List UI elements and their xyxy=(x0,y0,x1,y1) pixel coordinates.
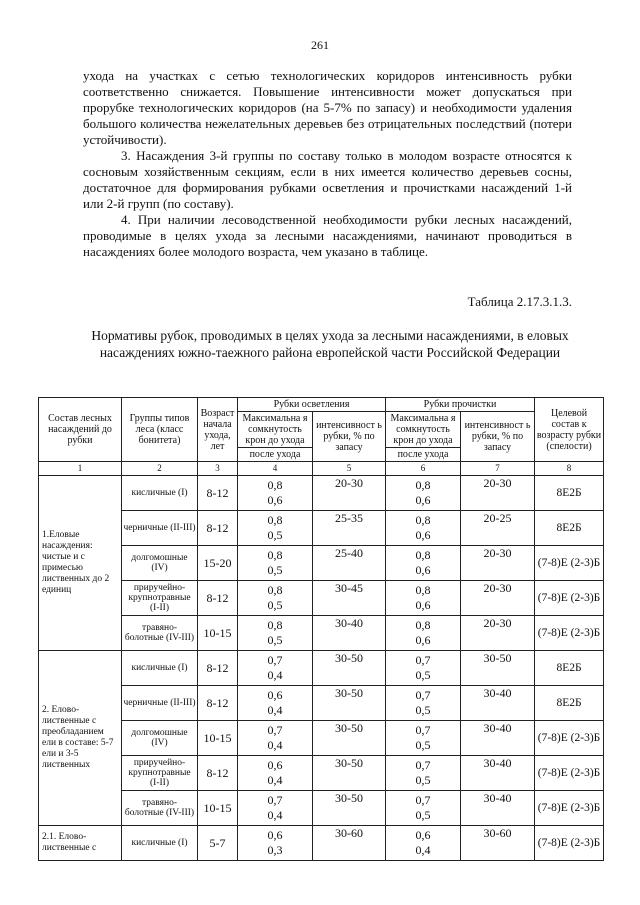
column-number: 7 xyxy=(461,462,535,476)
pro-intensity: 30-40 xyxy=(461,756,535,791)
header-osv-after-care: после ухода xyxy=(238,448,313,462)
osv-after-density: 0,4 xyxy=(267,703,283,717)
forest-type: приручейно-крупнотравные (I-II) xyxy=(122,581,198,616)
pro-after-density: 0,6 xyxy=(415,493,431,507)
pro-after-density: 0,5 xyxy=(415,668,431,682)
osv-after-density: 0,3 xyxy=(267,843,283,857)
osv-intensity: 30-50 xyxy=(313,651,386,686)
start-age: 10-15 xyxy=(198,791,238,826)
osv-max-density: 0,8 xyxy=(267,478,283,492)
pro-density xyxy=(386,756,461,791)
pro-after-density: 0,6 xyxy=(415,563,431,577)
column-number: 4 xyxy=(238,462,313,476)
pro-after-density: 0,5 xyxy=(415,738,431,752)
osv-after-density: 0,5 xyxy=(267,598,283,612)
pro-density xyxy=(386,476,461,511)
osv-max-density: 0,8 xyxy=(267,513,283,527)
osv-density xyxy=(238,686,313,721)
osv-max-density: 0,6 xyxy=(267,828,283,842)
osv-density xyxy=(238,721,313,756)
forest-type: долгомошные (IV) xyxy=(122,546,198,581)
pro-max-density: 0,7 xyxy=(415,758,431,772)
pro-density xyxy=(386,686,461,721)
pro-density xyxy=(386,511,461,546)
osv-max-density: 0,6 xyxy=(267,688,283,702)
target-composition: (7-8)Е (2-3)Б xyxy=(535,826,604,861)
target-composition: 8Е2Б xyxy=(535,651,604,686)
pro-max-density: 0,7 xyxy=(415,653,431,667)
table-row xyxy=(39,651,604,686)
osv-max-density: 0,7 xyxy=(267,653,283,667)
group-label: 2. Елово-лиственные с преобладанием ели в составе: 5-7 ели и 3-5 лиственных xyxy=(39,651,122,826)
pro-max-density: 0,7 xyxy=(415,793,431,807)
target-composition: (7-8)Е (2-3)Б xyxy=(535,791,604,826)
osv-intensity: 30-50 xyxy=(313,686,386,721)
pro-max-density: 0,8 xyxy=(415,478,431,492)
column-number: 8 xyxy=(535,462,604,476)
table-label: Таблица 2.17.3.1.3. xyxy=(467,294,572,309)
pro-density xyxy=(386,546,461,581)
osv-density xyxy=(238,791,313,826)
pro-intensity: 30-50 xyxy=(461,651,535,686)
pro-density xyxy=(386,616,461,651)
osv-intensity: 30-50 xyxy=(313,756,386,791)
forest-type: черничные (II-III) xyxy=(122,511,198,546)
pro-density xyxy=(386,651,461,686)
header-composition: Состав лесных насаждений до рубки xyxy=(39,398,122,462)
osv-max-density: 0,7 xyxy=(267,723,283,737)
start-age: 10-15 xyxy=(198,616,238,651)
table-row xyxy=(39,616,604,651)
group-label: 2.1. Елово-лиственные с xyxy=(39,826,122,861)
pro-after-density: 0,5 xyxy=(415,773,431,787)
osv-density xyxy=(238,511,313,546)
osv-intensity: 30-45 xyxy=(313,581,386,616)
header-pro-after-care: после ухода xyxy=(386,448,461,462)
table-row xyxy=(39,826,604,861)
pro-after-density: 0,6 xyxy=(415,633,431,647)
column-number: 1 xyxy=(39,462,122,476)
osv-intensity: 30-60 xyxy=(313,826,386,861)
osv-after-density: 0,5 xyxy=(267,563,283,577)
body-text xyxy=(83,68,572,260)
osv-intensity: 30-40 xyxy=(313,616,386,651)
target-composition: 8Е2Б xyxy=(535,511,604,546)
target-composition: (7-8)Е (2-3)Б xyxy=(535,546,604,581)
group-label: 1.Еловые насаждения: чистые и с примесью лиственных до 2 единиц xyxy=(39,476,122,651)
start-age: 8-12 xyxy=(198,511,238,546)
table-row xyxy=(39,686,604,721)
pro-max-density: 0,8 xyxy=(415,583,431,597)
pro-density xyxy=(386,791,461,826)
page-number: 261 xyxy=(311,38,329,52)
table-row xyxy=(39,721,604,756)
osv-intensity: 30-50 xyxy=(313,791,386,826)
forest-type: кисличные (I) xyxy=(122,476,198,511)
table-row xyxy=(39,756,604,791)
osv-max-density: 0,7 xyxy=(267,793,283,807)
start-age: 8-12 xyxy=(198,476,238,511)
pro-after-density: 0,5 xyxy=(415,703,431,717)
osv-density xyxy=(238,581,313,616)
header-osv-max-density: Максимальна я сомкнутость крон до ухода xyxy=(238,412,313,448)
pro-max-density: 0,7 xyxy=(415,688,431,702)
column-number: 5 xyxy=(313,462,386,476)
header-osv-intensity: интенсивност ь рубки, % по запасу xyxy=(313,412,386,462)
table-header xyxy=(39,398,604,476)
forest-type: кисличные (I) xyxy=(122,826,198,861)
pro-density xyxy=(386,721,461,756)
pro-after-density: 0,6 xyxy=(415,528,431,542)
osv-after-density: 0,5 xyxy=(267,633,283,647)
column-number: 2 xyxy=(122,462,198,476)
pro-max-density: 0,8 xyxy=(415,618,431,632)
osv-after-density: 0,4 xyxy=(267,773,283,787)
table-row xyxy=(39,546,604,581)
pro-intensity: 20-30 xyxy=(461,546,535,581)
osv-density xyxy=(238,651,313,686)
start-age: 8-12 xyxy=(198,756,238,791)
norms-table xyxy=(38,397,604,861)
header-prochistka: Рубки прочистки xyxy=(386,398,535,412)
pro-max-density: 0,8 xyxy=(415,513,431,527)
pro-density xyxy=(386,581,461,616)
pro-intensity: 20-30 xyxy=(461,476,535,511)
forest-type: приручейно-крупнотравные (I-II) xyxy=(122,756,198,791)
osv-density xyxy=(238,756,313,791)
osv-max-density: 0,6 xyxy=(267,758,283,772)
forest-type: черничные (II-III) xyxy=(122,686,198,721)
header-pro-intensity: интенсивност ь рубки, % по запасу xyxy=(461,412,535,462)
forest-type: травяно-болотные (IV-III) xyxy=(122,791,198,826)
table-title: Нормативы рубок, проводимых в целях ухода за лесными насаждениями, в еловых насаждениях южно-таежного района европейской части Российской Федерации xyxy=(91,328,569,360)
target-composition: (7-8)Е (2-3)Б xyxy=(535,721,604,756)
start-age: 15-20 xyxy=(198,546,238,581)
target-composition: 8Е2Б xyxy=(535,476,604,511)
pro-density xyxy=(386,826,461,861)
column-number: 6 xyxy=(386,462,461,476)
paragraph: 3. Насаждения 3-й группы по составу только в молодом возрасте относятся к сосновым хозяйственным секциям, если в них имеется количество деревьев сосны, достаточное для формирования рубками осветления и прочистками насаждений 1-й или 2-й групп (по составу). xyxy=(83,148,572,211)
forest-type: травяно-болотные (IV-III) xyxy=(122,616,198,651)
column-number: 3 xyxy=(198,462,238,476)
start-age: 8-12 xyxy=(198,651,238,686)
pro-intensity: 30-40 xyxy=(461,791,535,826)
osv-density xyxy=(238,616,313,651)
target-composition: (7-8)Е (2-3)Б xyxy=(535,581,604,616)
header-target-composition: Целевой состав к возрасту рубки (спелости) xyxy=(535,398,604,462)
table-row xyxy=(39,791,604,826)
start-age: 5-7 xyxy=(198,826,238,861)
paragraph: 4. При наличии лесоводственной необходимости рубки лесных насаждений, проводимые в целях ухода за лесными насаждениями, начинают проводиться в насаждениях более молодого возраста, чем указано в таблице. xyxy=(83,212,572,259)
table-row xyxy=(39,476,604,511)
table-body xyxy=(39,476,604,861)
header-forest-types: Группы типов леса (класс бонитета) xyxy=(122,398,198,462)
forest-type: кисличные (I) xyxy=(122,651,198,686)
osv-max-density: 0,8 xyxy=(267,548,283,562)
table-row xyxy=(39,581,604,616)
pro-intensity: 20-30 xyxy=(461,581,535,616)
pro-max-density: 0,7 xyxy=(415,723,431,737)
osv-intensity: 30-50 xyxy=(313,721,386,756)
osv-density xyxy=(238,546,313,581)
pro-intensity: 30-60 xyxy=(461,826,535,861)
pro-after-density: 0,5 xyxy=(415,808,431,822)
pro-intensity: 20-25 xyxy=(461,511,535,546)
pro-intensity: 30-40 xyxy=(461,721,535,756)
paragraph: ухода на участках с сетью технологических коридоров интенсивность рубки соответственно снижается. Повышение интенсивности может допускаться при прорубке технологических коридоров (на 5-7% по запасу) и необходимости удаления большого количества нежелательных деревьев без отрицательных последствий (потери устойчивости). xyxy=(83,68,572,147)
header-osvetlenie: Рубки осветления xyxy=(238,398,386,412)
start-age: 8-12 xyxy=(198,686,238,721)
table-row xyxy=(39,511,604,546)
osv-max-density: 0,8 xyxy=(267,618,283,632)
osv-intensity: 20-30 xyxy=(313,476,386,511)
osv-after-density: 0,5 xyxy=(267,528,283,542)
header-start-age: Возраст начала ухода, лет xyxy=(198,398,238,462)
osv-after-density: 0,4 xyxy=(267,808,283,822)
forest-type: долгомошные (IV) xyxy=(122,721,198,756)
osv-after-density: 0,4 xyxy=(267,668,283,682)
pro-intensity: 20-30 xyxy=(461,616,535,651)
pro-max-density: 0,8 xyxy=(415,548,431,562)
start-age: 8-12 xyxy=(198,581,238,616)
osv-intensity: 25-35 xyxy=(313,511,386,546)
pro-after-density: 0,4 xyxy=(415,843,431,857)
osv-after-density: 0,6 xyxy=(267,493,283,507)
pro-intensity: 30-40 xyxy=(461,686,535,721)
pro-after-density: 0,6 xyxy=(415,598,431,612)
target-composition: (7-8)Е (2-3)Б xyxy=(535,756,604,791)
osv-density xyxy=(238,826,313,861)
target-composition: 8Е2Б xyxy=(535,686,604,721)
osv-intensity: 25-40 xyxy=(313,546,386,581)
osv-max-density: 0,8 xyxy=(267,583,283,597)
osv-density xyxy=(238,476,313,511)
target-composition: (7-8)Е (2-3)Б xyxy=(535,616,604,651)
pro-max-density: 0,6 xyxy=(415,828,431,842)
header-pro-max-density: Максимальна я сомкнутость крон до ухода xyxy=(386,412,461,448)
osv-after-density: 0,4 xyxy=(267,738,283,752)
start-age: 10-15 xyxy=(198,721,238,756)
